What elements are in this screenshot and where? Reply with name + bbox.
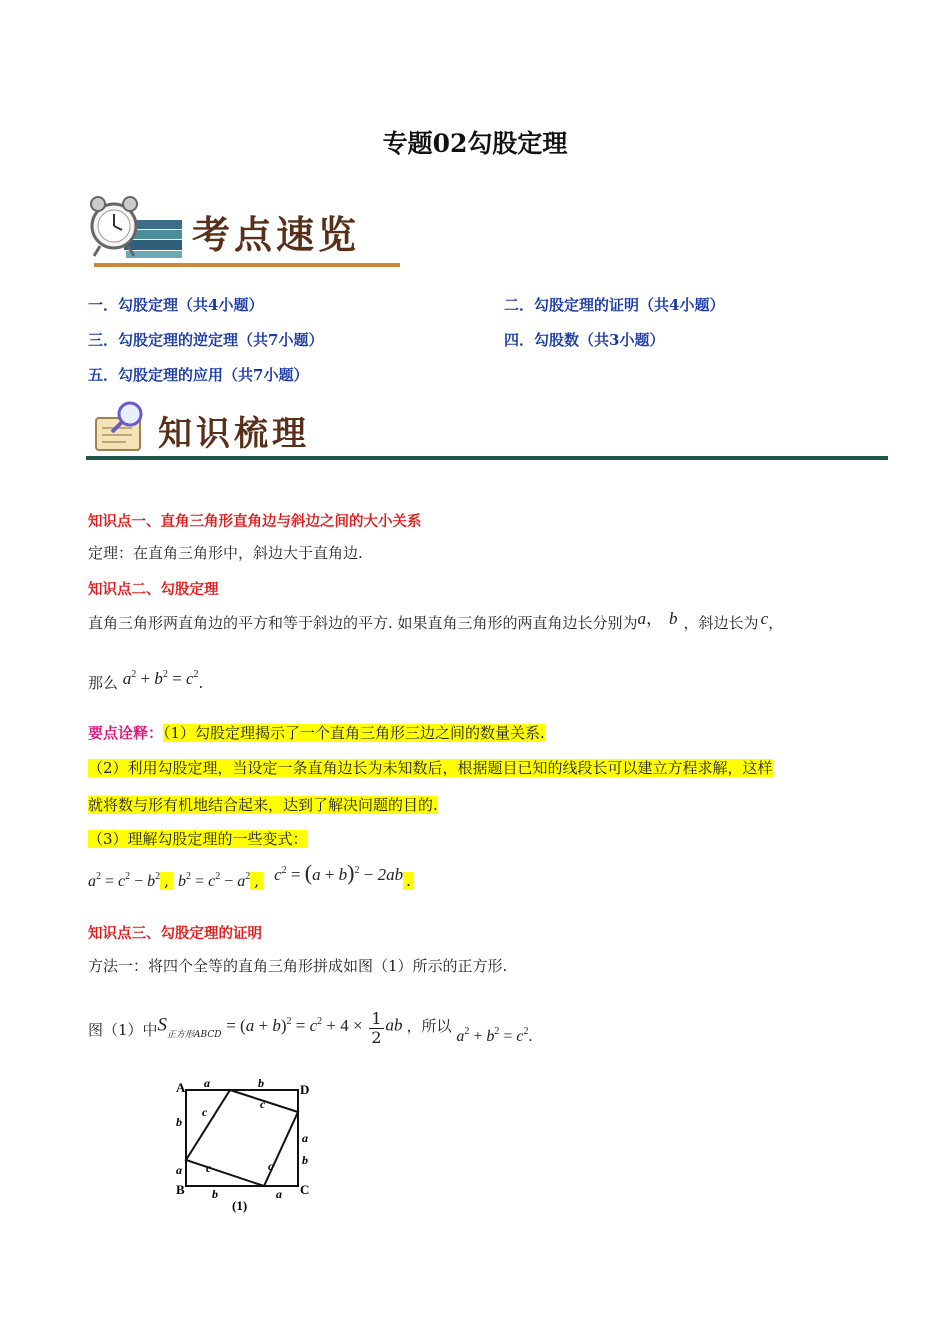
kp2-mid: ，斜边长为 (683, 614, 759, 632)
label-top-b: b (258, 1076, 264, 1090)
note-label: 要点诠释： (88, 724, 164, 742)
kp2-line1-text: 直角三角形两直角边的平方和等于斜边的平方. 如果直角三角形的两直角边长分别为 (88, 614, 638, 632)
kp1-text: 定理：在直角三角形中，斜边大于直角边. (88, 544, 363, 562)
toc-item-4[interactable]: 四．勾股数（共3小题） (504, 331, 665, 349)
kp3-heading: 知识点三、勾股定理的证明 (88, 925, 262, 942)
label-left-a: a (176, 1163, 182, 1177)
figure-caption: (1) (232, 1198, 248, 1213)
kp3-fig-formula: 图（1）中$S_{正方形ABCD} = (a + b)^2 = c^2 + 4$ × $\frac{1}{2}$ ab ，所以 $a^2 + b^2 = c^2$. (88, 1009, 533, 1047)
label-c-1: c (202, 1105, 208, 1119)
toc-item-1[interactable]: 一．勾股定理（共4小题） (88, 296, 264, 314)
note-p1-text: （1）勾股定理揭示了一个直角三角形三边之间的数量关系. (163, 724, 545, 742)
conclusion-formula: $a^2 + b^2 = c^2$. (456, 1025, 533, 1045)
note-p2b (88, 794, 438, 815)
banner-zhishi (86, 396, 888, 462)
label-top-a: a (204, 1076, 210, 1090)
var-sep: ， (646, 609, 664, 628)
kp3-so: ，所以 (406, 1016, 452, 1035)
kp3-method: 方法一：将四个全等的直角三角形拼成如图（1）所示的正方形. (88, 957, 508, 975)
note-p3 (88, 828, 308, 849)
vertex-D: D (300, 1082, 310, 1097)
proof-figure (172, 1076, 312, 1216)
var-a: a (637, 609, 647, 628)
kp3-fig-prefix: 图（1）中 (88, 1020, 158, 1039)
label-c-4: c (268, 1159, 274, 1173)
label-right-b: b (302, 1153, 308, 1167)
page-title: 专题02勾股定理 (382, 129, 568, 158)
banner-zhishi-text: 知识梳理 (158, 414, 310, 454)
kp2-line1 (88, 608, 783, 633)
banner-kaodian (88, 190, 400, 270)
note-p2a-text: （2）利用勾股定理，当设定一条直角边长为未知数后，根据题目已知的线段长可以建立方程求解，这样 (88, 759, 773, 777)
var-b: b (669, 609, 678, 628)
kp1-heading: 知识点一、直角三角形直角边与斜边之间的大小关系 (88, 513, 422, 530)
variant-2: $b^2 = c^2 - a^2$ (178, 871, 251, 890)
label-bottom-b: b (212, 1187, 218, 1201)
magnifier-notebook-icon (90, 400, 152, 454)
toc-item-5[interactable]: 五．勾股定理的应用（共7小题） (88, 366, 309, 384)
kp2-line2 (88, 669, 204, 693)
vertex-C: C (300, 1182, 310, 1197)
kp2-heading: 知识点二、勾股定理 (88, 581, 219, 598)
label-c-2: c (260, 1097, 266, 1111)
toc-item-3[interactable]: 三．勾股定理的逆定理（共7小题） (88, 331, 324, 349)
label-c-3: c (206, 1161, 212, 1175)
toc-item-2[interactable]: 二．勾股定理的证明（共4小题） (504, 296, 725, 314)
note-p2b-text: 就将数与形有机地结合起来，达到了解决问题的目的. (88, 796, 438, 814)
alarm-clock-books-icon (88, 190, 184, 260)
kp2-line2-end: . (198, 674, 204, 692)
note-p1 (88, 722, 545, 743)
vertex-A: A (176, 1080, 186, 1095)
kp2-end: ， (768, 614, 784, 632)
label-left-b: b (176, 1115, 182, 1129)
area-formula: = $(a + b)^2 = c^2 + 4$ × (226, 1015, 363, 1035)
pythagoras-formula: $a^2 + b^2 = c^2$ (122, 669, 199, 688)
kp3-subscript: 正方形ABCD (167, 1029, 222, 1040)
var-c: c (760, 609, 769, 628)
variant-formulas: $a^2 = c^2 - b^2$ , $b^2 = c^2 - a^2$ , $c^2 = (a + b)^2 - 2ab$ . (88, 866, 414, 892)
banner-kaodian-rule (94, 263, 400, 267)
label-bottom-a: a (276, 1187, 282, 1201)
banner-kaodian-text: 考点速览 (192, 212, 361, 257)
variant-3: $c^2 = (a + b)^2 - 2ab$ (274, 860, 404, 885)
note-p3-text: （3）理解勾股定理的一些变式： (88, 830, 308, 848)
banner-zhishi-rule (86, 456, 888, 460)
note-p2a (88, 757, 773, 778)
vertex-B: B (176, 1182, 185, 1197)
label-right-a: a (302, 1131, 308, 1145)
kp2-line2-prefix: 那么 (88, 674, 119, 692)
variant-1: $a^2 = c^2 - b^2$ (88, 871, 161, 890)
fraction-half: $\frac{1}{2}$ (371, 1009, 382, 1047)
